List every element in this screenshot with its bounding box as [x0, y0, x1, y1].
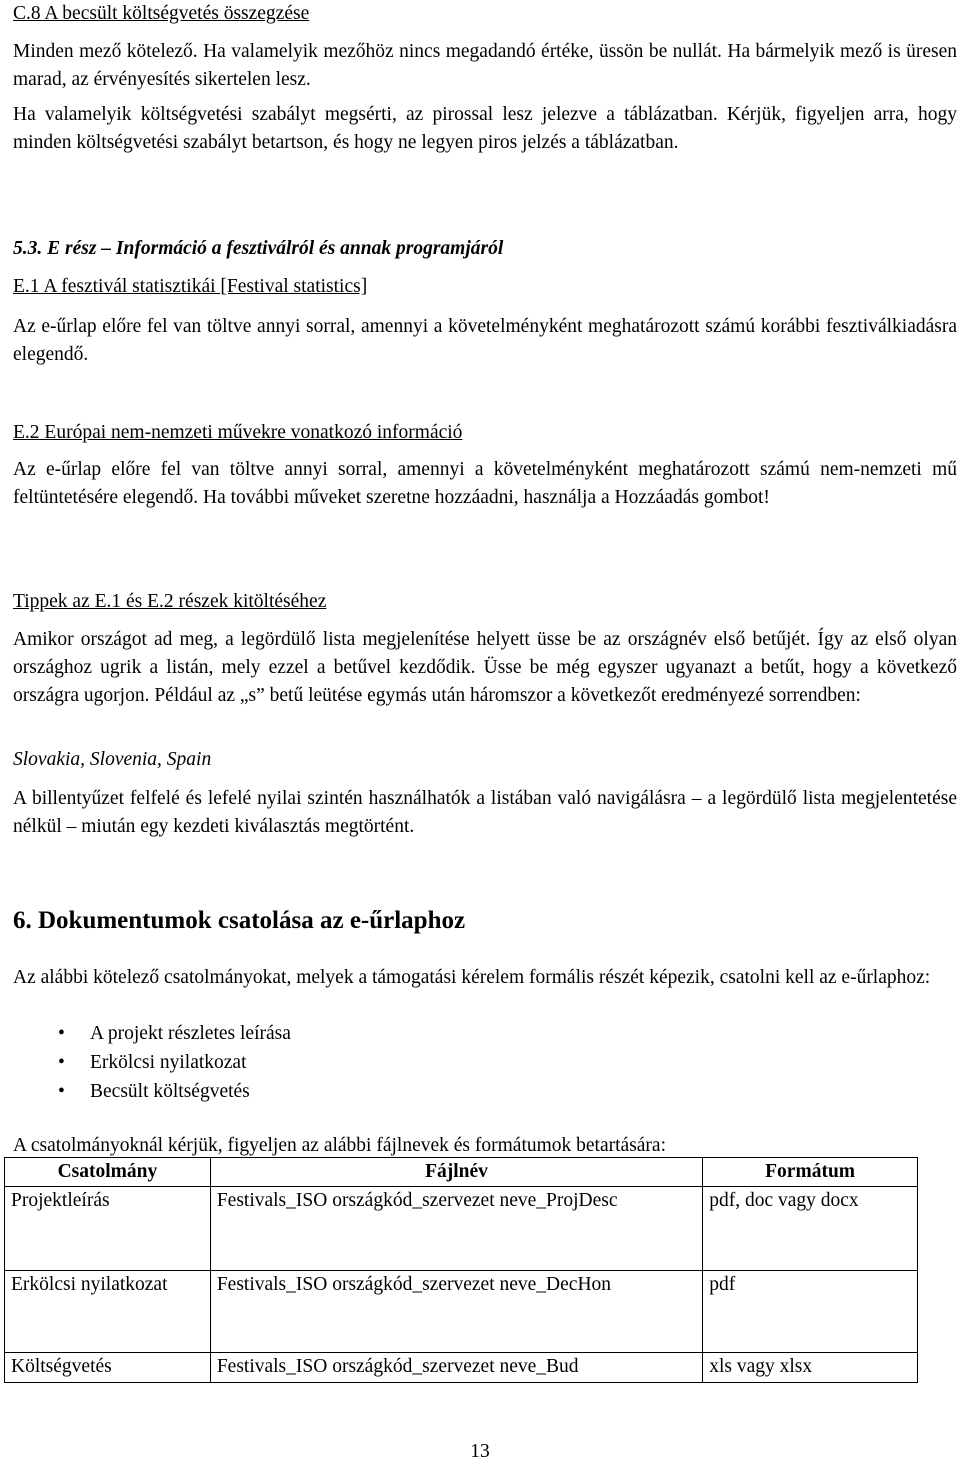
bullet-icon: • — [58, 1081, 65, 1102]
table-cell: pdf — [703, 1271, 918, 1353]
keyboard-paragraph: A billentyűzet felfelé és lefelé nyilai szintén használhatók a listában való navigálásra – a legördülő lista megjelentetése nélkül – miután egy kezdeti kiválasztás megtörtént. — [13, 788, 957, 837]
table-cell: xls vagy xlsx — [703, 1353, 918, 1383]
table-header: Formátum — [703, 1158, 918, 1187]
table-cell: Festivals_ISO országkód_szervezet neve_DecHon — [210, 1271, 702, 1353]
list-item: • Erkölcsi nyilatkozat — [13, 1048, 291, 1077]
e1-paragraph: Az e-űrlap előre fel van töltve annyi sorral, amennyi a követelményként meghatározott számú korábbi fesztiválkiadásra elegendő. — [13, 316, 957, 365]
c8-heading: C.8 A becsült költségvetés összegzése — [13, 3, 310, 24]
tips-paragraph: Amikor országot ad meg, a legördülő lista megjelenítése helyett üsse be az országnév első betűjét. Így az első olyan országhoz ugrik a listán, mely ezzel a betűvel kezdődik. Üsse be még egyszer ugyanazt a betűt, hogy a következő országra ugorjon. Például az „s” betű leütése egymás után háromszor a következőt eredményezé sorrendben: — [13, 629, 957, 706]
tips-heading: Tippek az E.1 és E.2 részek kitöltéséhez — [13, 591, 327, 612]
table-row — [5, 1271, 918, 1353]
list-item: • Becsült költségvetés — [13, 1077, 291, 1106]
e2-paragraph: Az e-űrlap előre fel van töltve annyi sorral, amennyi a követelményként meghatározott számú nem-nemzeti mű feltüntetésére elegendő. Ha további műveket szeretne hozzáadni, használja a Hozzáadás gombot! — [13, 459, 957, 508]
table-row — [5, 1353, 918, 1383]
table-cell: Erkölcsi nyilatkozat — [5, 1271, 211, 1353]
attachment-list — [13, 1019, 291, 1106]
table-intro: A csatolmányoknál kérjük, figyeljen az alábbi fájlnevek és formátumok betartására: — [13, 1135, 667, 1156]
table-cell: Festivals_ISO országkód_szervezet neve_ProjDesc — [210, 1187, 702, 1271]
list-item: • A projekt részletes leírása — [13, 1019, 291, 1048]
bullet-icon: • — [58, 1023, 65, 1044]
section-6-intro: Az alábbi kötelező csatolmányokat, melyek a támogatási kérelem formális részét képezik, csatolni kell az e-űrlaphoz: — [13, 967, 931, 988]
c8-paragraph-2: Ha valamelyik költségvetési szabályt megsérti, az pirossal lesz jelezve a táblázatban. Kérjük, figyeljen arra, hogy minden költségvetési szabályt betartson, és hogy ne legyen piros jelzés a táblázatban. — [13, 104, 957, 153]
page-number: 13 — [470, 1441, 490, 1462]
table-header-row — [5, 1158, 918, 1187]
table-cell: Költségvetés — [5, 1353, 211, 1383]
e1-heading: E.1 A fesztivál statisztikái [Festival statistics] — [13, 276, 368, 297]
table-header: Csatolmány — [5, 1158, 211, 1187]
table-row — [5, 1187, 918, 1271]
table-cell: pdf, doc vagy docx — [703, 1187, 918, 1271]
e2-heading: E.2 Európai nem-nemzeti művekre vonatkozó információ — [13, 422, 463, 443]
table-cell: Festivals_ISO országkód_szervezet neve_Bud — [210, 1353, 702, 1383]
section-6-heading: 6. Dokumentumok csatolása az e-űrlaphoz — [13, 907, 466, 934]
section-5-3-heading: 5.3. E rész – Információ a fesztiválról és annak programjáról — [13, 238, 504, 259]
c8-paragraph-1: Minden mező kötelező. Ha valamelyik mezőhöz nincs megadandó értéke, üssön be nullát. Ha bármelyik mező is üresen marad, az érvényesítés sikertelen lesz. — [13, 41, 957, 90]
attachment-table — [4, 1157, 918, 1383]
table-cell: Projektleírás — [5, 1187, 211, 1271]
bullet-icon: • — [58, 1052, 65, 1073]
table-header: Fájlnév — [210, 1158, 702, 1187]
example-countries: Slovakia, Slovenia, Spain — [13, 749, 212, 770]
